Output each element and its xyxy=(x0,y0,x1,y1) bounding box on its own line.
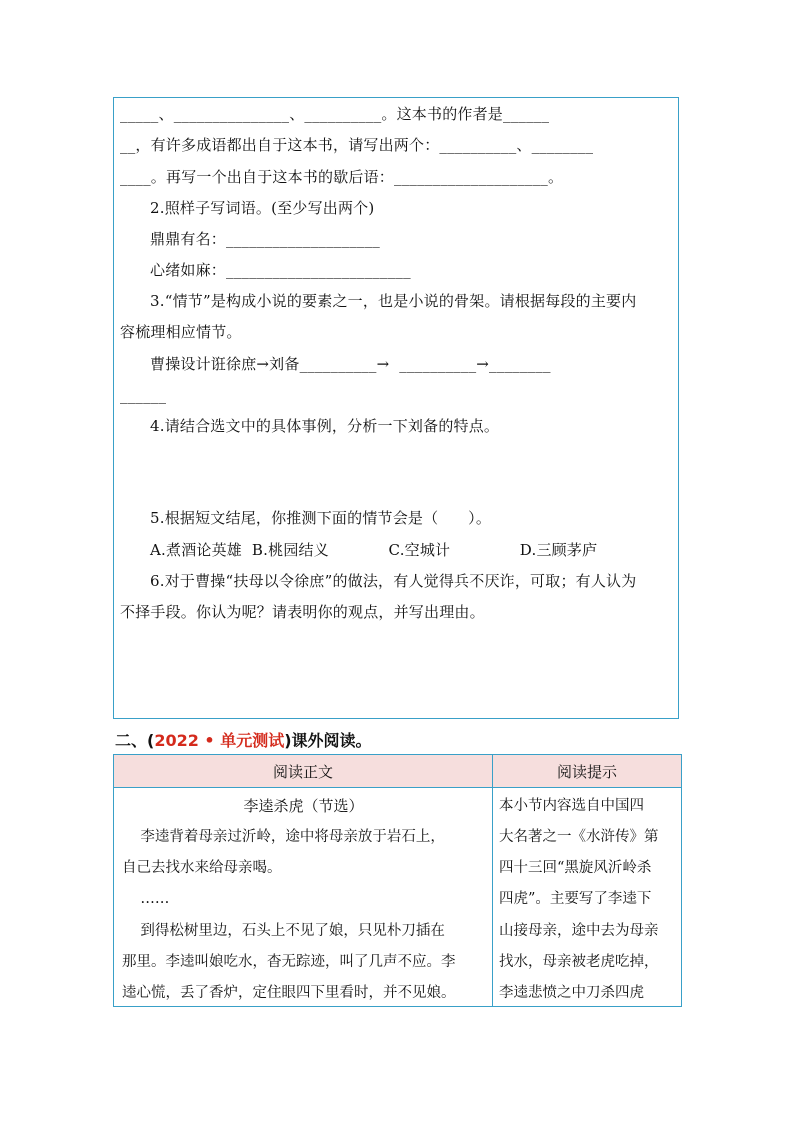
answer-line-2: __，有许多成语都出自于这本书，请写出两个：__________、________ xyxy=(120,136,594,154)
reading-hint-cell xyxy=(493,788,682,1007)
hint-line: 找水，母亲被老虎吃掉， xyxy=(499,954,659,970)
question-3-plot-line: 曹操设计诳徐庶→刘备__________→ __________→________ xyxy=(150,355,551,373)
reading-table xyxy=(113,754,682,1007)
section-source: 2022 • 单元测试 xyxy=(154,731,285,750)
question-5: 5.根据短文结尾，你推测下面的情节会是（ ）。 xyxy=(150,509,492,527)
question-3-plot-continue: ______ xyxy=(120,386,167,404)
header-reading-hint: 阅读提示 xyxy=(493,755,682,788)
answer-line-3: ____。再写一个出自于这本书的歇后语：____________________。 xyxy=(120,168,564,186)
passage-title: 李逵杀虎（节选） xyxy=(243,797,364,815)
question-3-line-1: 3.“情节”是构成小说的要素之一，也是小说的骨架。请根据每段的主要内 xyxy=(150,292,637,310)
hint-line: 大名著之一《水浒传》第 xyxy=(499,829,659,845)
hint-line: 四十三回“黑旋风沂岭杀 xyxy=(499,860,652,876)
section-heading xyxy=(115,728,372,751)
hint-line: 四虎”。主要写了李逵下 xyxy=(499,891,652,907)
passage-line: 自己去找水来给母亲喝。 xyxy=(122,860,282,876)
main-text-cell xyxy=(114,788,493,1007)
passage-line: 李逵背着母亲过沂岭，途中将母亲放于岩石上， xyxy=(122,829,445,845)
hint-line: 李逵悲愤之中刀杀四虎 xyxy=(499,985,644,1001)
question-5-options: A.煮酒论英雄 B.桃园结义 C.空城计 D.三顾茅庐 xyxy=(150,541,598,559)
section-prefix: 二、( xyxy=(115,731,155,750)
question-6-line-2: 不择手段。你认为呢？请表明你的观点，并写出理由。 xyxy=(120,603,485,621)
hint-line: 山接母亲，途中去为母亲 xyxy=(499,923,659,939)
section-suffix: )课外阅读。 xyxy=(284,731,372,750)
question-4: 4.请结合选文中的具体事例，分析一下刘备的特点。 xyxy=(150,417,500,435)
hint-line: 本小节内容选自中国四 xyxy=(499,798,644,814)
questions-box xyxy=(113,97,679,719)
passage-line: 逵心慌，丢了香炉，定住眼四下里看时，并不见娘。 xyxy=(122,985,456,1001)
passage-line: 到得松树里边，石头上不见了娘，只见朴刀插在 xyxy=(122,923,445,939)
passage-line: 那里。李逵叫娘吃水，杳无踪迹，叫了几声不应。李 xyxy=(122,954,456,970)
question-2: 2.照样子写词语。(至少写出两个) xyxy=(150,199,375,217)
question-6-line-1: 6.对于曹操“扶母以令徐庶”的做法，有人觉得兵不厌诈，可取；有人认为 xyxy=(150,572,637,590)
answer-line-1: _____、_______________、__________。这本书的作者是______ xyxy=(120,105,550,123)
header-main-text: 阅读正文 xyxy=(114,755,493,788)
question-2-item-b: 心绪如麻：________________________ xyxy=(150,261,411,279)
passage-line: …… xyxy=(122,891,170,907)
question-3-line-2: 容梳理相应情节。 xyxy=(120,323,242,341)
question-2-item-a: 鼎鼎有名：____________________ xyxy=(150,230,381,248)
